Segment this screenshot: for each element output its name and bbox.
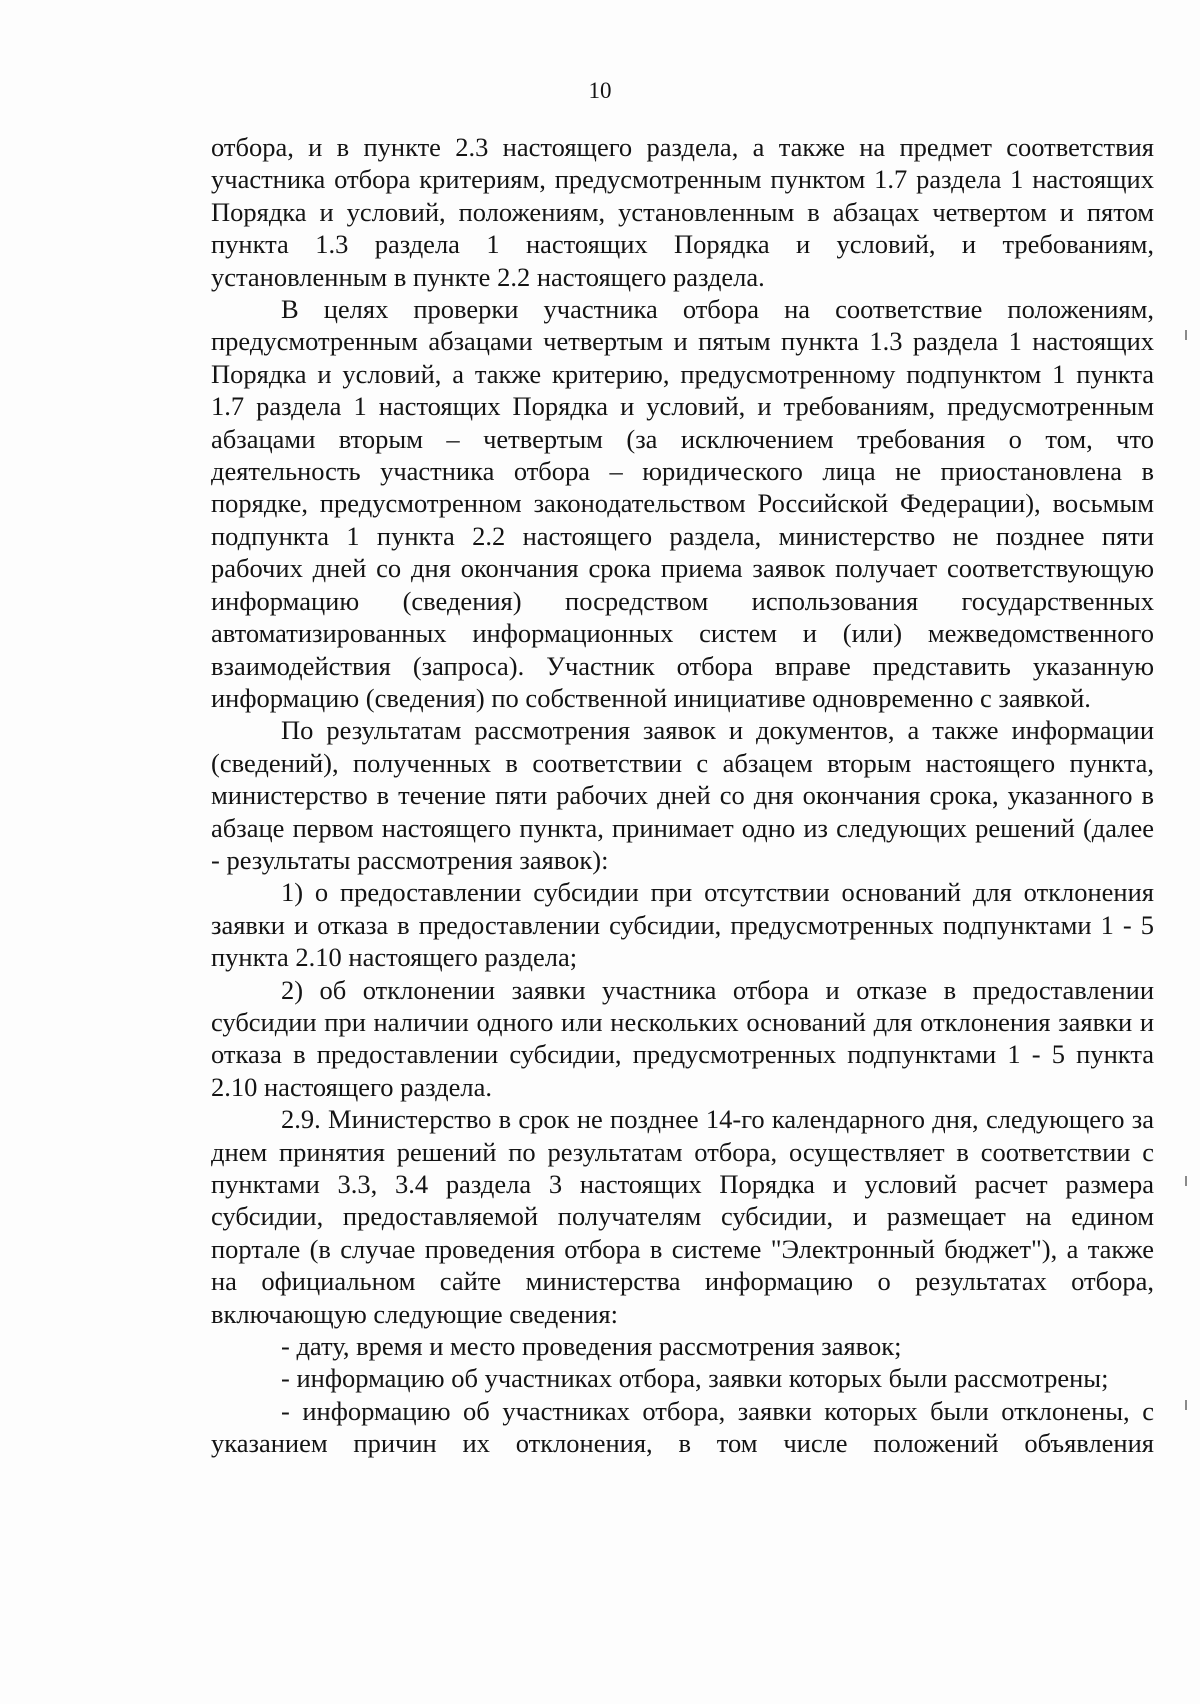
document-body bbox=[211, 131, 1154, 1460]
list-item-rejected-participants: - информацию об участниках отбора, заявки которых были отклонены, с указанием причин их отклонения, в том числе положений объявления bbox=[211, 1395, 1154, 1459]
scan-artifact-mark bbox=[1185, 330, 1187, 340]
paragraph-decision-reject: 2) об отклонении заявки участника отбора и отказе в предоставлении субсидии при наличии одного или нескольких оснований для отклонения заявки и отказа в предоставлении субсидии, предусмотренных подпунктами 1 - 5 пункта 2.10 настоящего раздела. bbox=[211, 974, 1154, 1102]
scan-artifact-mark bbox=[1185, 1176, 1187, 1186]
paragraph-continuation: отбора, и в пункте 2.3 настоящего раздела, а также на предмет соответствия участника отбора критериям, предусмотренным пунктом 1.7 раздела 1 настоящих Порядка и условий, положениям, установленным в абзацах четвертом и пятом пункта 1.3 раздела 1 настоящих Порядка и условий, и требованиям, установленным в пункте 2.2 настоящего раздела. bbox=[211, 132, 1154, 292]
paragraph-verification: В целях проверки участника отбора на соответствие положениям, предусмотренным абзацами четвертым и пятым пункта 1.3 раздела 1 настоящих Порядка и условий, а также критерию, предусмотренному подпунктом 1 пункта 1.7 раздела 1 настоящих Порядка и условий, и требованиям, предусмотренным абзацами вторым – четвертым (за исключением требования о том, что деятельность участника отбора – юридического лица не приостановлена в порядке, предусмотренном законодательством Российской Федерации), восьмым подпункта 1 пункта 2.2 настоящего раздела, министерство не позднее пяти рабочих дней со дня окончания срока приема заявок получает соответствующую информацию (сведения) посредством использования государственных автоматизированных информационных систем и (или) межведомственного взаимодействия (запроса). Участник отбора вправе представить указанную информацию (сведения) по собственной инициативе одновременно с заявкой. bbox=[211, 294, 1154, 713]
list-item-reviewed-participants: - информацию об участниках отбора, заявки которых были рассмотрены; bbox=[281, 1363, 1109, 1394]
list-item-date-time-place: - дату, время и место проведения рассмотрения заявок; bbox=[281, 1331, 902, 1362]
paragraph-review-results: По результатам рассмотрения заявок и документов, а также информации (сведений), полученных в соответствии с абзацем вторым настоящего пункта, министерство в течение пяти рабочих дней со дня окончания срока, указанного в абзаце первом настоящего пункта, принимает одно из следующих решений (далее - результаты рассмотрения заявок): bbox=[211, 715, 1154, 875]
scan-artifact-mark bbox=[1185, 1400, 1187, 1410]
page-number: 10 bbox=[588, 78, 612, 103]
paragraph-2-9: 2.9. Министерство в срок не позднее 14-го календарного дня, следующего за днем принятия решений по результатам отбора, осуществляет в соответствии с пунктами 3.3, 3.4 раздела 3 настоящих Порядка и условий расчет размера субсидии, предоставляемой получателям субсидии, и размещает на едином портале (в случае проведения отбора в системе "Электронный бюджет"), а также на официальном сайте министерства информацию о результатах отбора, включающую следующие сведения: bbox=[211, 1104, 1154, 1329]
paragraph-decision-grant: 1) о предоставлении субсидии при отсутствии оснований для отклонения заявки и отказа в предоставлении субсидии, предусмотренных подпунктами 1 - 5 пункта 2.10 настоящего раздела; bbox=[211, 877, 1154, 973]
